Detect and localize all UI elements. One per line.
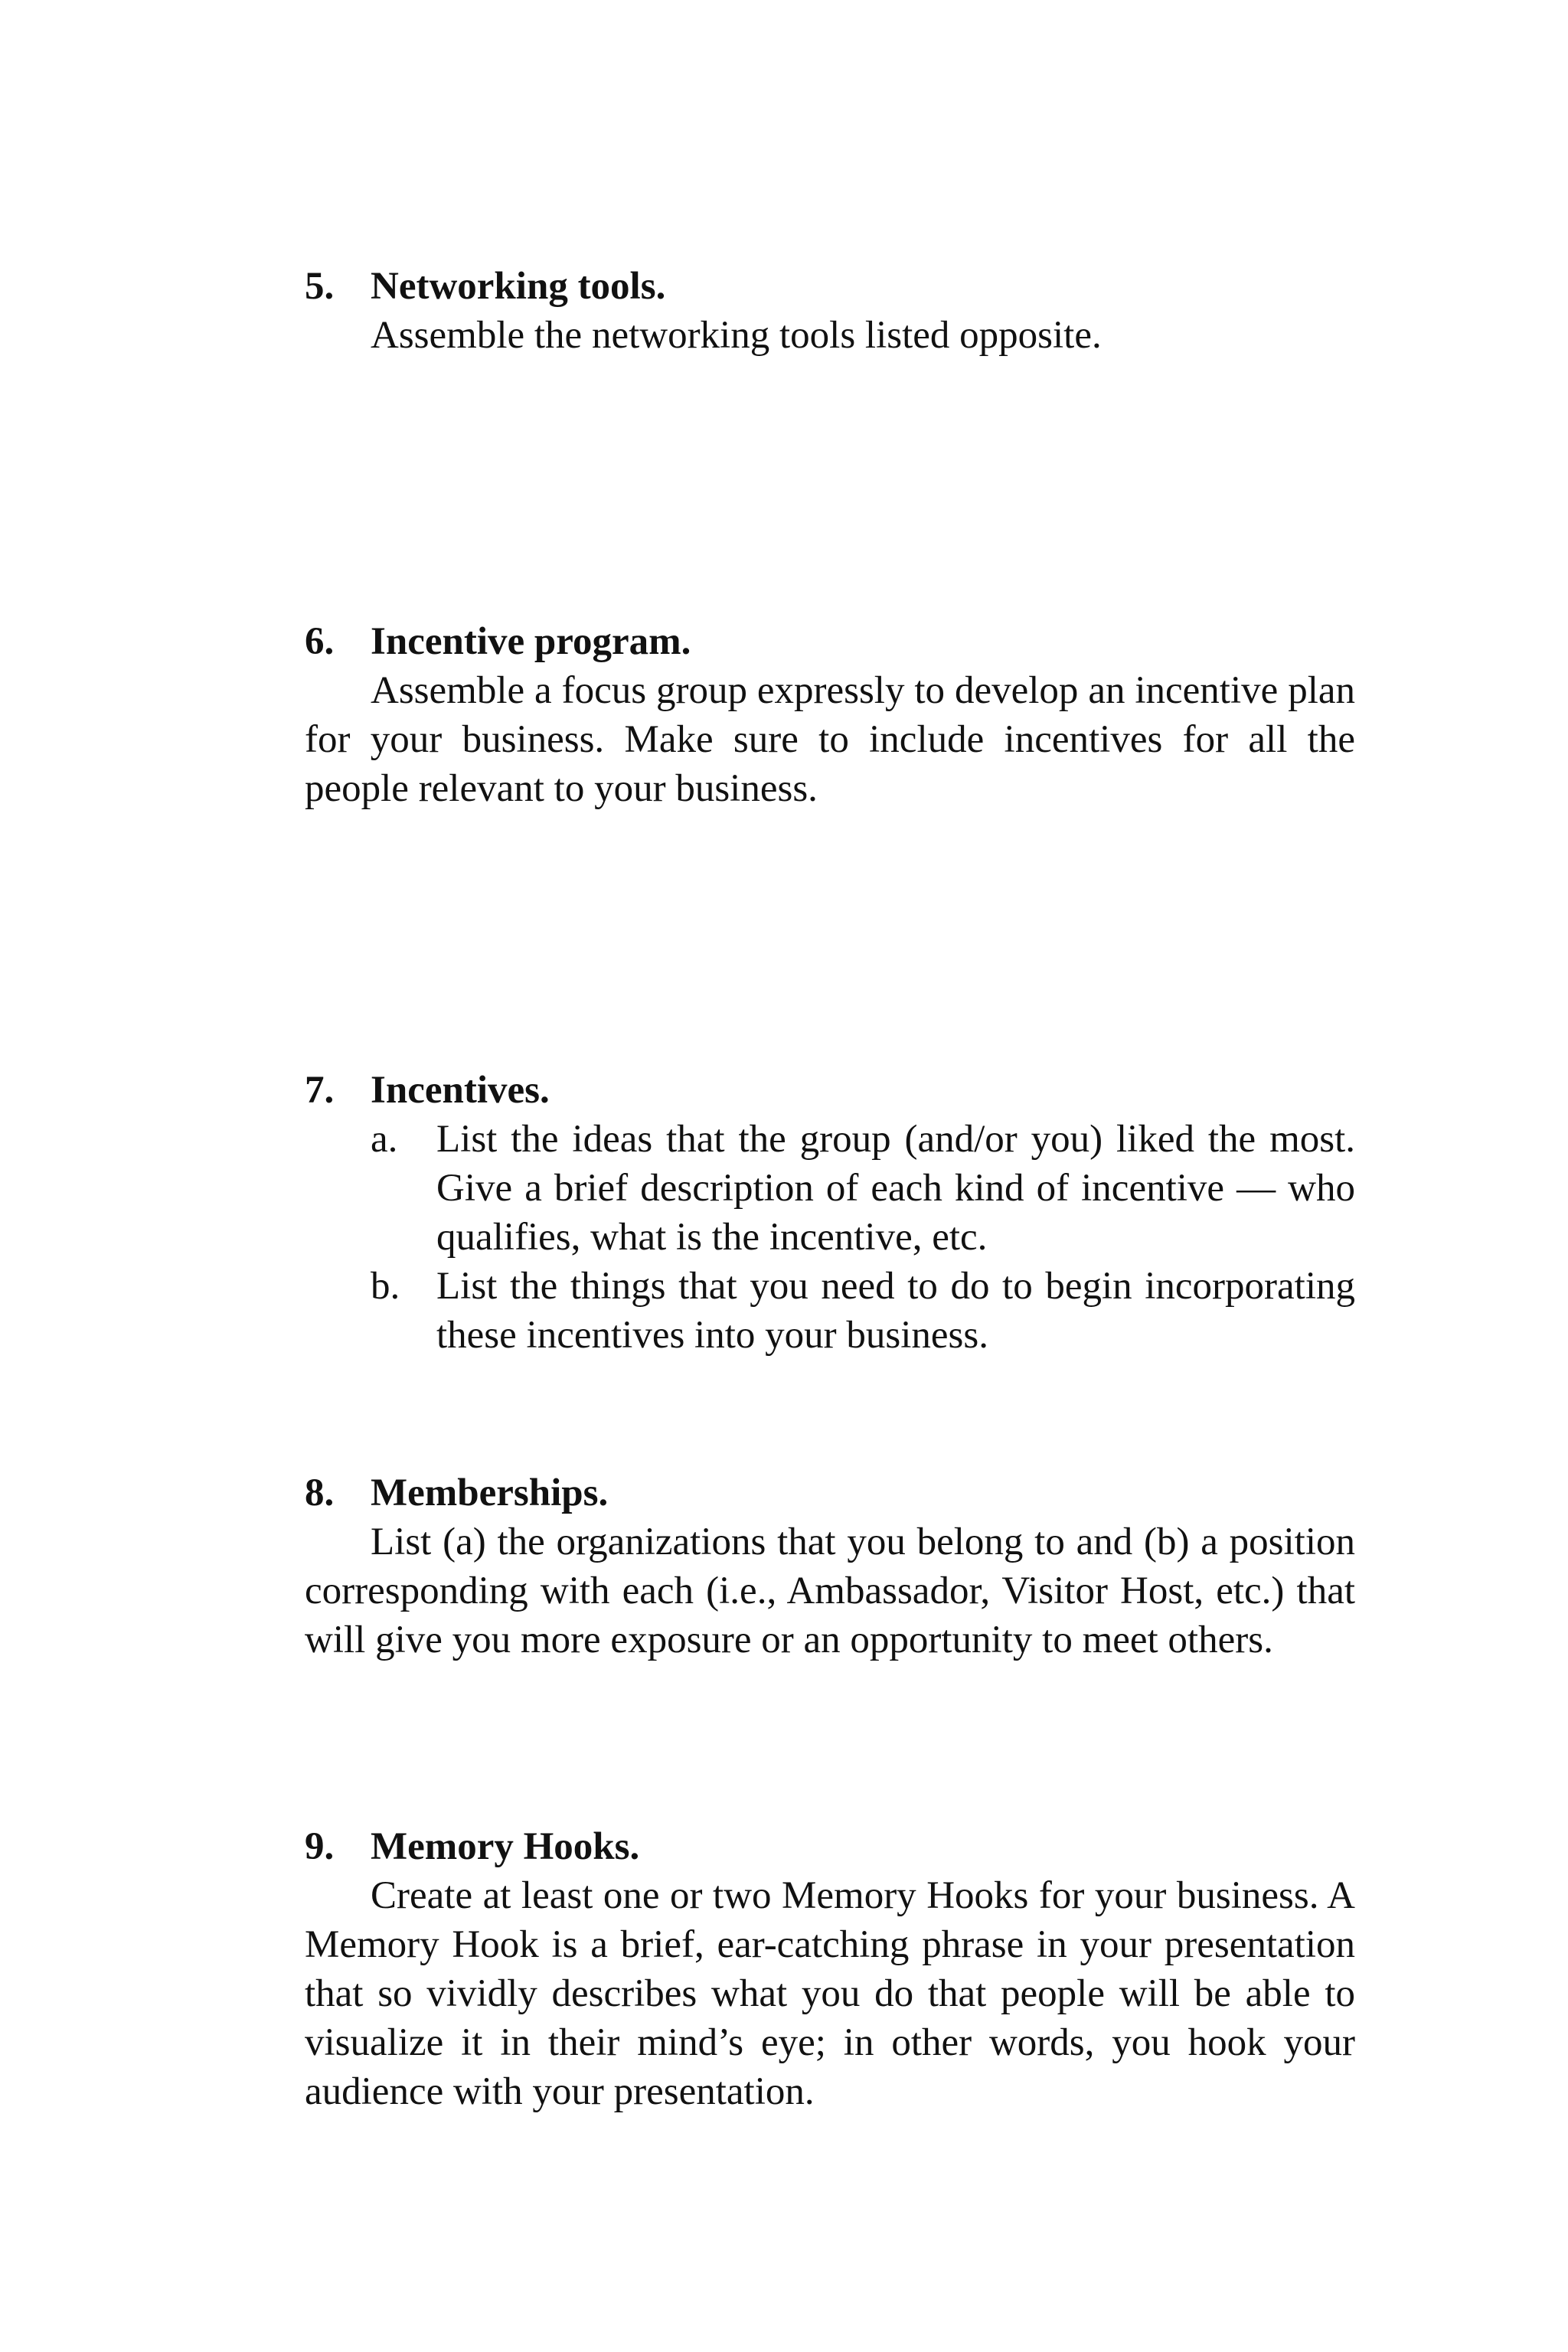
section-body: Assemble the networking tools listed opposite. bbox=[371, 314, 1102, 357]
section-number: 8. bbox=[305, 1472, 335, 1514]
section-heading bbox=[305, 1066, 1355, 1115]
section-heading bbox=[305, 1822, 1355, 1871]
section-title: Networking tools. bbox=[371, 265, 666, 308]
section-incentives bbox=[305, 1066, 1355, 1360]
section-heading bbox=[305, 617, 1355, 666]
section-title: Memory Hooks. bbox=[371, 1825, 640, 1868]
section-memory-hooks bbox=[305, 1822, 1355, 2116]
list-item-text: List the things that you need to do to begin incorporating these incentives into your business. bbox=[436, 1265, 1355, 1357]
section-memberships bbox=[305, 1468, 1355, 1664]
list-item bbox=[305, 1115, 1355, 1262]
section-incentive-program bbox=[305, 617, 1355, 813]
list-item-letter: a. bbox=[371, 1118, 398, 1161]
list-item bbox=[305, 1262, 1355, 1360]
section-number: 9. bbox=[305, 1825, 335, 1868]
list-item-text: List the ideas that the group (and/or you) liked the most. Give a brief description of each kind of incentive — who qualifies, what is the incentive, etc. bbox=[436, 1118, 1355, 1259]
section-body: List (a) the organizations that you belong to and (b) a position corresponding with each (i.e., Ambassador, Visitor Host, etc.) that will give you more exposure or an opportunity to meet others. bbox=[305, 1521, 1355, 1661]
section-title: Memberships. bbox=[371, 1472, 609, 1514]
section-number: 5. bbox=[305, 265, 335, 308]
section-number: 6. bbox=[305, 620, 335, 663]
section-title: Incentive program. bbox=[371, 620, 691, 663]
section-heading bbox=[305, 1468, 1355, 1517]
section-heading bbox=[305, 262, 1355, 311]
section-body: Create at least one or two Memory Hooks for your business. A Memory Hook is a brief, ear-catching phrase in your presentation that so vividly describes what you do that people will be able to visualize it in their mind’s eye; in other words, you hook your audience with your presentation. bbox=[305, 1874, 1355, 2113]
list-item-letter: b. bbox=[371, 1265, 400, 1308]
section-body: Assemble a focus group expressly to develop an incentive plan for your business. Make sure to include incentives for all the people relevant to your business. bbox=[305, 669, 1355, 810]
section-networking-tools bbox=[305, 262, 1355, 360]
section-title: Incentives. bbox=[371, 1069, 550, 1112]
section-number: 7. bbox=[305, 1069, 335, 1112]
